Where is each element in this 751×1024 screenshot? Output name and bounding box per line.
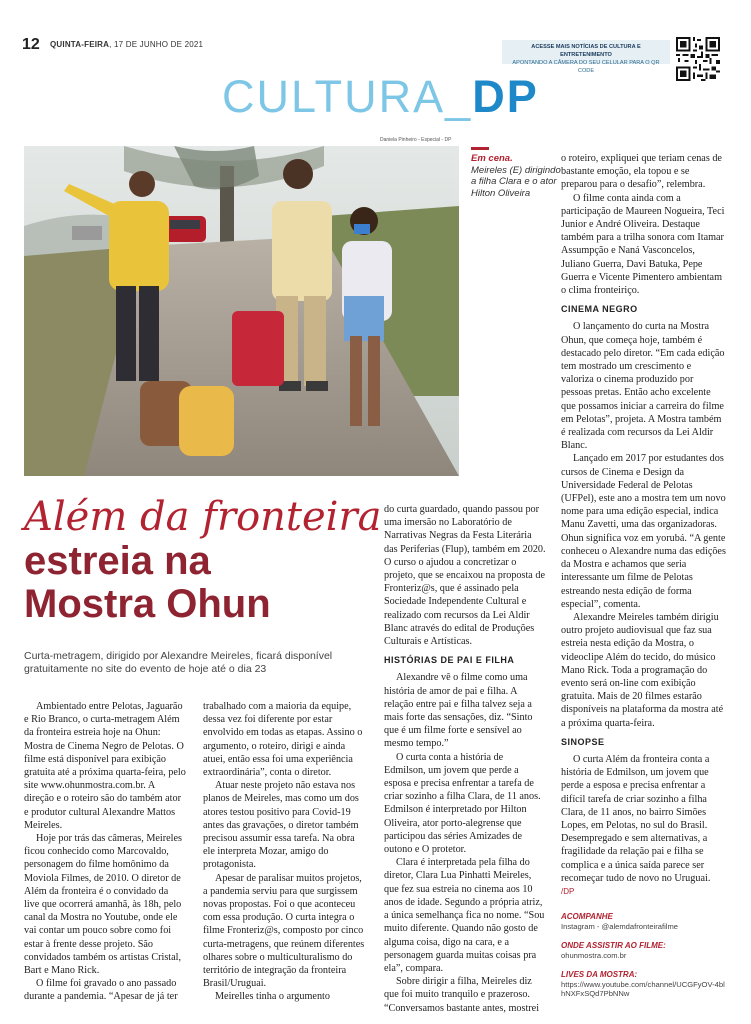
- lives-link[interactable]: https://www.youtube.com/channel/UCGFyOV-4blhNXFxSQd7PbNNw: [561, 979, 725, 999]
- headline-line-1: estreia na: [24, 539, 211, 583]
- promo-line-2: APONTANDO A CÂMERA DO SEU CELULAR PARA O QR CODE: [512, 60, 660, 74]
- paragraph: O lançamento do curta na Mostra Ohun, que começa hoje, também é destacado pelo diretor. “Em cada edição tem mostrado um crescimento e valoriza o cinema produzido por pessoas pretas. Então acho excelente que possamos iniciar a carreira do filme em Pelotas”, projeta. A Mostra também é realizada com recursos da Lei Aldir Blanc.: [561, 321, 725, 452]
- article-column-3: [384, 503, 547, 1015]
- paragraph: [561, 753, 726, 898]
- photo-caption: [471, 153, 563, 199]
- paragraph: Clara é interpretada pela filha do diretor, Clara Lua Pinhatti Meireles, que fez sua estreia no cinema aos 10 anos de idade. Segundo a própria atriz, a única semelhança fica no nome. “Sou muito diferente. Quando não gosto de alguma coisa, digo na cara, e a personagem guarda muitas coisas pra ela”, compara.: [384, 857, 545, 974]
- paragraph: Alexandre Meireles também dirigiu outro projeto audiovisual que faz sua estreia nesta edição da Mostra, o videoclipe Além do tecido, do músico Mano Rick. Toda a programação do evento será on-line com exibição gratuita. Mais de 20 filmes estarão disponíveis na plataforma da mostra até a próxima quarta-feira.: [561, 611, 724, 729]
- paragraph: Hoje por trás das câmeras, Meireles ficou conhecido como Marcovaldo, personagem do filme homônimo da Moviola Filmes, de 2010. O diretor de Além da fronteira é o convidado da live que ocorrerá amanhã, às 18h, pelo canal da Mostra no Youtube, onde ele vai contar um pouco sobre como foi estar à frente desse projeto. São convidados também os artistas Cristal, Bart e Mano Rick.: [24, 833, 182, 977]
- subhead-cinema-negro: CINEMA NEGRO: [561, 304, 638, 315]
- paragraph: Ambientado entre Pelotas, Jaguarão e Rio Branco, o curta-metragem Além da fronteira estreia hoje na Ohun: Mostra de Cinema Negro de Pelotas. O filme está disponível para exibição gratuita até a próxima quarta-feira, pelo site www.ohunmostra.com.br. A direção e o roteiro são do também ator e produtor cultural Alexandre Mattos Meireles.: [24, 701, 186, 831]
- article-photo: [24, 146, 459, 476]
- follow-title: ACOMPANHE: [561, 912, 613, 922]
- paragraph: Lançado em 2017 por estudantes dos cursos de Cinema e Design da Universidade Federal de Pelotas (UFPel), este ano a mostra tem um novo nome para uma edição especial, indica Manu Zavetti, uma das organizadoras. Ohun significa voz em yorubá. “A gente conheceu o Alexandre numa das edições da Mostra e achamos que seria interessante um filme de Pelotas estreando nesta edição de forma especial”, comenta.: [561, 453, 726, 610]
- headline-kicker: Além da fronteira: [24, 494, 382, 540]
- paragraph: O filme foi gravado o ano passado durante a pandemia. “Apesar de já ter: [24, 978, 178, 1003]
- page-number: 12: [22, 36, 40, 53]
- article-column-2: [203, 700, 366, 1004]
- subhead-pai-e-filha: HISTÓRIAS DE PAI E FILHA: [384, 655, 515, 666]
- signature: /DP: [561, 886, 575, 896]
- lives-title: LIVES DA MOSTRA:: [561, 970, 638, 980]
- article-column-4: [561, 152, 726, 999]
- paragraph: O curta conta a história de Edmilson, um jovem que perde a esposa e precisa enfrentar a tarefa de criar sozinho a filha Clara, de 11 anos. Edmilson é interpretado por Hilton Oliveira, ator porto-alegrense que participou das séries Amizades de outono e O protetor.: [384, 751, 541, 856]
- qr-code-icon[interactable]: [676, 37, 720, 81]
- follow-text[interactable]: Instagram - @alemdafronteirafilme: [561, 921, 679, 931]
- promo-line-1: ACESSE MAIS NOTÍCIAS DE CULTURA E ENTRETENIMENTO: [531, 44, 641, 58]
- watch-link[interactable]: ohunmostra.com.br: [561, 950, 627, 960]
- caption-lead: Em cena.: [471, 153, 513, 164]
- caption-text: Meireles (E) dirigindo a filha Clara e o ator Hilton Oliveira: [471, 164, 561, 199]
- paragraph: do curta guardado, quando passou por uma imersão no Laboratório de Narrativas Negras da Festa Literária das Periferias (Flup), também em 2020. O curso o ajudou a concretizar o projeto, que se encaixou na proposta de Fronteriz@s, que é assinado pela Sociedade Independente Cultural e realizado com recursos da Lei Aldir Blanc através do edital de Produções Culturais e Artísticas.: [384, 504, 546, 648]
- date-text: 17 DE JUNHO DE 2021: [114, 40, 204, 49]
- paragraph: Alexandre vê o filme como uma história de amor de pai e filha. A relação entre pai e filha talvez seja a mais forte das sensações, diz. “Sinto que é um filme forte e sensível ao mesmo tempo.”: [384, 672, 533, 750]
- article-column-1: [24, 700, 186, 1004]
- sinopse-text: O curta Além da fronteira conta a história de Edmilson, um jovem que perde a esposa e precisa enfrentar a difícil tarefa de criar sozinho a filha Clara, de 11 anos, no bairro Simões Lopes, em Pelotas, no sul do Brasil. Desempregado e sem alternativas, a fragilidade da relação pai e filha se complica e a única saída parece ser recomeçar tudo de novo no Uruguai.: [561, 753, 711, 884]
- section-name: CULTURA_: [222, 71, 473, 122]
- caption-accent-bar: [471, 147, 489, 150]
- section-title: [222, 71, 539, 123]
- article-dek: Curta-metragem, dirigido por Alexandre Meireles, ficará disponível gratuitamente no site do evento de hoje até o dia 23: [24, 650, 333, 675]
- paragraph: Atuar neste projeto não estava nos planos de Meireles, mas como um dos atores testou positivo para Covid-19 antes das gravações, o diretor também precisou assumir essa tarefa. Na obra ele interpreta Mozar, amigo do protagonista.: [203, 780, 359, 871]
- photo-credit: Daniela Pinheiro - Especial - DP: [380, 137, 452, 143]
- paragraph: trabalhado com a maioria da equipe, dessa vez foi diferente por estar envolvido em todas as etapas. Assino o argumento, o roteiro, dirigi e ainda atuei, então essa foi uma experiência extraordinária”, conta o diretor.: [203, 701, 363, 779]
- section-brand: DP: [472, 71, 539, 122]
- subhead-sinopse: SINOPSE: [561, 736, 605, 747]
- watch-title: ONDE ASSISTIR AO FILME:: [561, 941, 666, 951]
- paragraph: o roteiro, expliquei que teriam cenas de bastante emoção, ela topou e se preparou para o desafio”, relembra.: [561, 153, 722, 191]
- headline-line-2: Mostra Ohun: [24, 582, 271, 626]
- headline: [24, 540, 384, 626]
- info-box: [561, 912, 726, 999]
- paragraph: Apesar de paralisar muitos projetos, a pandemia serviu para que surgissem novas propostas. Foi o que aconteceu com essa produção. O curta integra o filme Fronteriz@s, composto por cinco curta-metragens, que reúnem diferentes olhares sobre o multiculturalismo do território de integração da fronteira Brasil/Uruguai.: [203, 872, 365, 990]
- qr-promo: [502, 40, 670, 74]
- issue-date: QUINTA-FEIRA, 17 DE JUNHO DE 2021: [50, 40, 204, 49]
- weekday: QUINTA-FEIRA: [50, 40, 110, 49]
- paragraph: Sobre dirigir a filha, Meireles diz que foi muito tranquilo e prazeroso. “Conversamos bastante antes, mostrei: [384, 976, 540, 1014]
- paragraph: Meirelles tinha o argumento: [215, 991, 330, 1003]
- paragraph: O filme conta ainda com a participação de Maureen Nogueira, Teci Junior e André Oliveira. Destaque também para a trilha sonora com Itamar Assumpção e Naná Vasconcelos, Juliano Guerra, Davi Batuka, Pepe Guerra e Vicente Pimentero ambientam o clima fronteiriço.: [561, 192, 725, 297]
